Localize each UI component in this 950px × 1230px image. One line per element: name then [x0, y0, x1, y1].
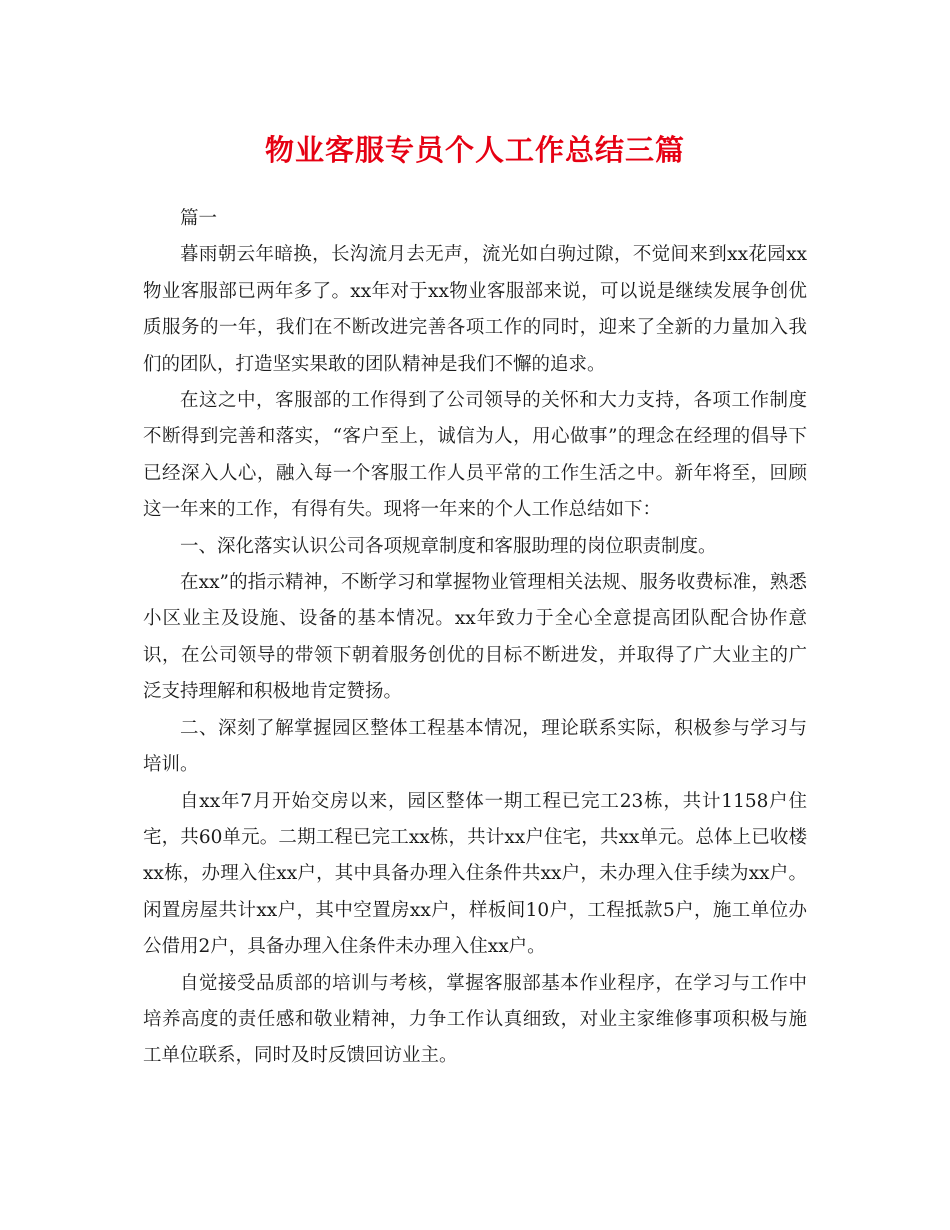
document-body: [143, 201, 807, 1075]
document-title: 物业客服专员个人工作总结三篇: [264, 133, 685, 167]
paragraph: 一、深化落实认识公司各项规章制度和客服助理的岗位职责制度。: [180, 535, 717, 557]
paragraph: 暮雨朝云年暗换，长沟流月去无声，流光如白驹过隙，不觉间来到xx花园xx物业客服部已两年多了。xx年对于xx物业客服部来说，可以说是继续发展争创优质服务的一年，我们在不断改进完善各项工作的同时，迎来了全新的力量加入我们的团队，打造坚实果敢的团队精神是我们不懈的追求。: [143, 244, 807, 375]
paragraph: 在这之中，客服部的工作得到了公司领导的关怀和大力支持，各项工作制度不断得到完善和落实，“客户至上，诚信为人，用心做事”的理念在经理的倡导下已经深入人心，融入每一个客服工作人员平常的工作生活之中。新年将至，回顾这一年来的工作，有得有失。现将一年来的个人工作总结如下：: [143, 390, 807, 521]
paragraph: 二、深刻了解掌握园区整体工程基本情况，理论联系实际，积极参与学习与培训。: [143, 717, 807, 776]
section-heading: 篇一: [180, 208, 218, 229]
paragraph: 自觉接受品质部的培训与考核，掌握客服部基本作业程序，在学习与工作中培养高度的责任感和敬业精神，力争工作认真细致，对业主家维修事项积极与施工单位联系，同时及时反馈回访业主。: [143, 972, 807, 1067]
paragraph: 自xx年7月开始交房以来，园区整体一期工程已完工23栋，共计1158户住宅，共60单元。二期工程已完工xx栋，共计xx户住宅，共xx单元。总体上已收楼xx栋，办理入住xx户，其中具备办理入住条件共xx户，未办理入住手续为xx户。闲置房屋共计xx户，其中空置房xx户，样板间10户，工程抵款5户，施工单位办公借用2户，具备办理入住条件未办理入住xx户。: [143, 790, 807, 958]
paragraph: 在xx”的指示精神，不断学习和掌握物业管理相关法规、服务收费标准，熟悉小区业主及设施、设备的基本情况。xx年致力于全心全意提高团队配合协作意识，在公司领导的带领下朝着服务创优的目标不断进发，并取得了广大业主的广泛支持理解和积极地肯定赞扬。: [143, 572, 807, 703]
